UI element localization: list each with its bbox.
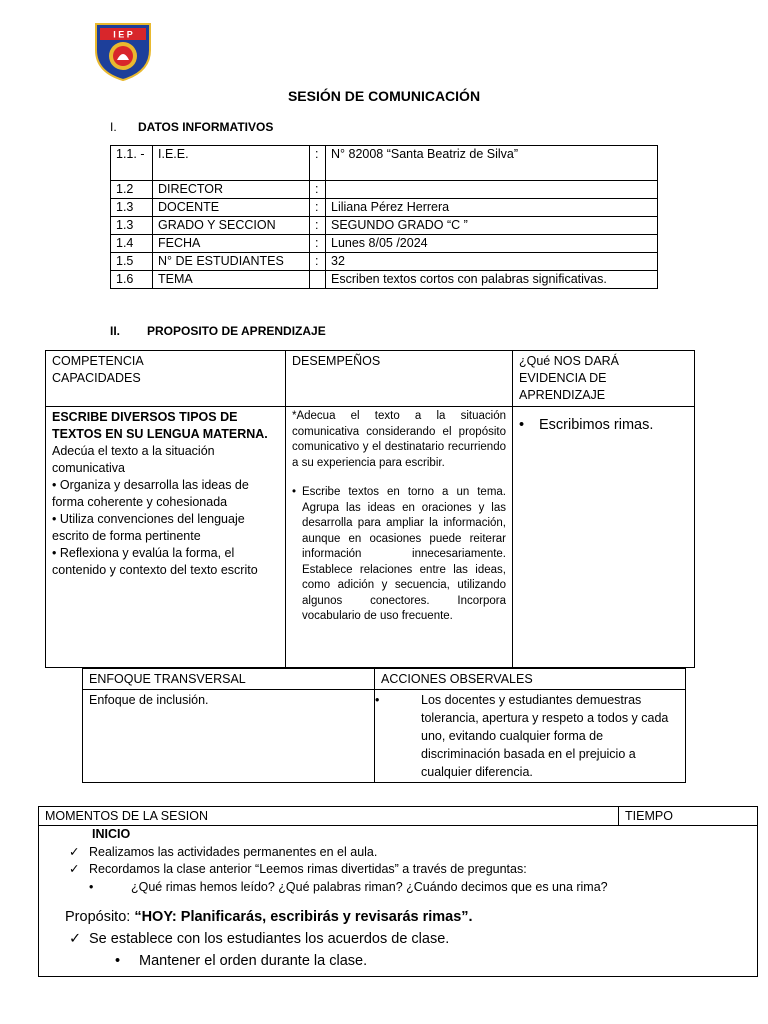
table-row bbox=[111, 181, 658, 199]
header-enfoque: ENFOQUE TRANSVERSAL bbox=[83, 669, 375, 690]
field-label: DIRECTOR bbox=[153, 181, 310, 199]
list-item-text: Se establece con los estudiantes los acuerdos de clase. bbox=[89, 931, 450, 947]
logo-text: I E P bbox=[113, 29, 133, 40]
row-number: 1.4 bbox=[111, 235, 153, 253]
header-momentos: MOMENTOS DE LA SESION bbox=[39, 807, 619, 826]
bullet: • bbox=[519, 417, 525, 433]
header-acciones: ACCIONES OBSERVALES bbox=[375, 669, 686, 690]
list-subitem bbox=[69, 879, 751, 897]
row-number: 1.2 bbox=[111, 181, 153, 199]
row-number: 1.3 bbox=[111, 217, 153, 235]
separator: : bbox=[310, 181, 326, 199]
competencia-cell bbox=[46, 407, 286, 668]
momentos-table bbox=[38, 806, 758, 977]
proposito-line bbox=[65, 906, 751, 928]
field-value bbox=[326, 181, 658, 199]
capacidad-item: Adecúa el texto a la situación comunicativa bbox=[52, 444, 215, 475]
competencia-title: ESCRIBE DIVERSOS TIPOS DE TEXTOS EN SU LENGUA MATERNA. bbox=[52, 410, 268, 441]
table-header-row bbox=[39, 807, 758, 826]
row-number: 1.3 bbox=[111, 199, 153, 217]
capacidad-item: • Organiza y desarrolla las ideas de forma coherente y cohesionada bbox=[52, 478, 249, 509]
list-item bbox=[69, 844, 751, 862]
header-label: CAPACIDADES bbox=[52, 371, 141, 385]
momentos-content bbox=[39, 826, 758, 977]
separator: : bbox=[310, 217, 326, 235]
page-title: SESIÓN DE COMUNICACIÓN bbox=[287, 88, 481, 104]
capacidad-item: • Utiliza convenciones del lenguaje escrito de forma pertinente bbox=[52, 512, 245, 543]
header-evidencia: ¿Qué NOS DARÁ EVIDENCIA DE APRENDIZAJE bbox=[513, 351, 695, 407]
field-label: FECHA bbox=[153, 235, 310, 253]
table-row bbox=[111, 199, 658, 217]
proposito-text: “HOY: Planificarás, escribirás y revisarás rimas”. bbox=[134, 909, 473, 925]
row-number: 1.6 bbox=[111, 271, 153, 289]
header-tiempo: TIEMPO bbox=[619, 807, 758, 826]
list-item-text: Recordamos la clase anterior “Leemos rimas divertidas” a través de preguntas: bbox=[89, 862, 527, 876]
field-label: TEMA bbox=[153, 271, 310, 289]
field-label: DOCENTE bbox=[153, 199, 310, 217]
enfoque-cell: Enfoque de inclusión. bbox=[83, 690, 375, 783]
field-value: Liliana Pérez Herrera bbox=[326, 199, 658, 217]
field-value: SEGUNDO GRADO “C ” bbox=[326, 217, 658, 235]
check-icon: ✓ bbox=[69, 931, 82, 947]
field-value: N° 82008 “Santa Beatriz de Silva” bbox=[326, 146, 658, 181]
desempeno-text: Escribe textos en torno a un tema. Agrupa las ideas en oraciones y las desarrolla para ampliar la información, aunque en ocasiones puede reiterar información innecesariamente. Establece relaciones entre las ideas, como adición y secuencia, utilizando algunos conectores. Incorpora vocabulario de uso frecuente. bbox=[302, 486, 506, 622]
bullet: • bbox=[89, 879, 94, 894]
accion-text: Los docentes y estudiantes demuestras tolerancia, apertura y respeto a todos y cada uno, evitando cualquier forma de discriminación basada en el prejuicio a cualquier diferencia. bbox=[421, 693, 669, 779]
check-icon: ✓ bbox=[69, 862, 80, 876]
evidencia-item bbox=[519, 417, 688, 434]
bullet: • bbox=[115, 953, 121, 969]
field-label: N° DE ESTUDIANTES bbox=[153, 253, 310, 271]
field-value: Escriben textos cortos con palabras significativas. bbox=[326, 271, 658, 289]
section-number: I. bbox=[110, 120, 117, 134]
proposito-table bbox=[45, 350, 695, 668]
list-item-text: Mantener el orden durante la clase. bbox=[139, 953, 368, 969]
table-row bbox=[83, 690, 686, 783]
capacidad-item: • Reflexiona y evalúa la forma, el contenido y contexto del texto escrito bbox=[52, 546, 258, 577]
header-desempenos: DESEMPEÑOS bbox=[286, 351, 513, 407]
section-heading-datos bbox=[110, 120, 273, 134]
proposito-label: Propósito: bbox=[65, 909, 135, 925]
section-heading-proposito bbox=[110, 324, 326, 338]
section-label: PROPOSITO DE APRENDIZAJE bbox=[147, 324, 326, 338]
inicio-heading: INICIO bbox=[92, 827, 131, 841]
acciones-cell bbox=[375, 690, 686, 783]
section-number: II. bbox=[110, 324, 121, 338]
header-competencia bbox=[46, 351, 286, 407]
list-item bbox=[69, 928, 751, 950]
section-label: DATOS INFORMATIVOS bbox=[138, 120, 274, 134]
list-subitem bbox=[69, 950, 751, 972]
table-row bbox=[46, 407, 695, 668]
header-label: COMPETENCIA bbox=[52, 354, 144, 368]
list-item-text: ¿Qué rimas hemos leído? ¿Qué palabras riman? ¿Cuándo decimos que es una rima? bbox=[131, 879, 608, 894]
datos-table bbox=[110, 145, 658, 289]
accion-item bbox=[375, 691, 679, 781]
enfoque-table bbox=[82, 668, 686, 783]
desempenos-cell bbox=[286, 407, 513, 668]
table-row bbox=[111, 253, 658, 271]
separator: : bbox=[310, 235, 326, 253]
table-row bbox=[39, 826, 758, 977]
field-label: I.E.E. bbox=[153, 146, 310, 181]
bullet: • bbox=[375, 693, 380, 707]
table-header-row bbox=[83, 669, 686, 690]
field-value: 32 bbox=[326, 253, 658, 271]
list-item bbox=[69, 861, 751, 879]
table-row bbox=[111, 217, 658, 235]
field-label: GRADO Y SECCION bbox=[153, 217, 310, 235]
desempeno-item: *Adecua el texto a la situación comunicativa considerando el propósito comunicativo y el destinatario recurriendo a su experiencia para escribir. bbox=[292, 410, 506, 469]
list-item-text: Realizamos las actividades permanentes en el aula. bbox=[89, 844, 378, 859]
row-number: 1.1. - bbox=[111, 146, 153, 181]
desempeno-item bbox=[292, 485, 506, 625]
evidencia-text: Escribimos rimas. bbox=[539, 417, 654, 433]
table-row bbox=[111, 146, 658, 181]
table-row bbox=[111, 271, 658, 289]
bullet: • bbox=[292, 486, 297, 498]
separator: : bbox=[310, 146, 326, 181]
separator: : bbox=[310, 253, 326, 271]
school-logo bbox=[92, 20, 154, 82]
table-header-row bbox=[46, 351, 695, 407]
field-value: Lunes 8/05 /2024 bbox=[326, 235, 658, 253]
shield-icon bbox=[92, 20, 154, 82]
check-icon: ✓ bbox=[69, 844, 80, 859]
table-row bbox=[111, 235, 658, 253]
separator bbox=[310, 271, 326, 289]
row-number: 1.5 bbox=[111, 253, 153, 271]
separator: : bbox=[310, 199, 326, 217]
evidencia-cell bbox=[513, 407, 695, 668]
